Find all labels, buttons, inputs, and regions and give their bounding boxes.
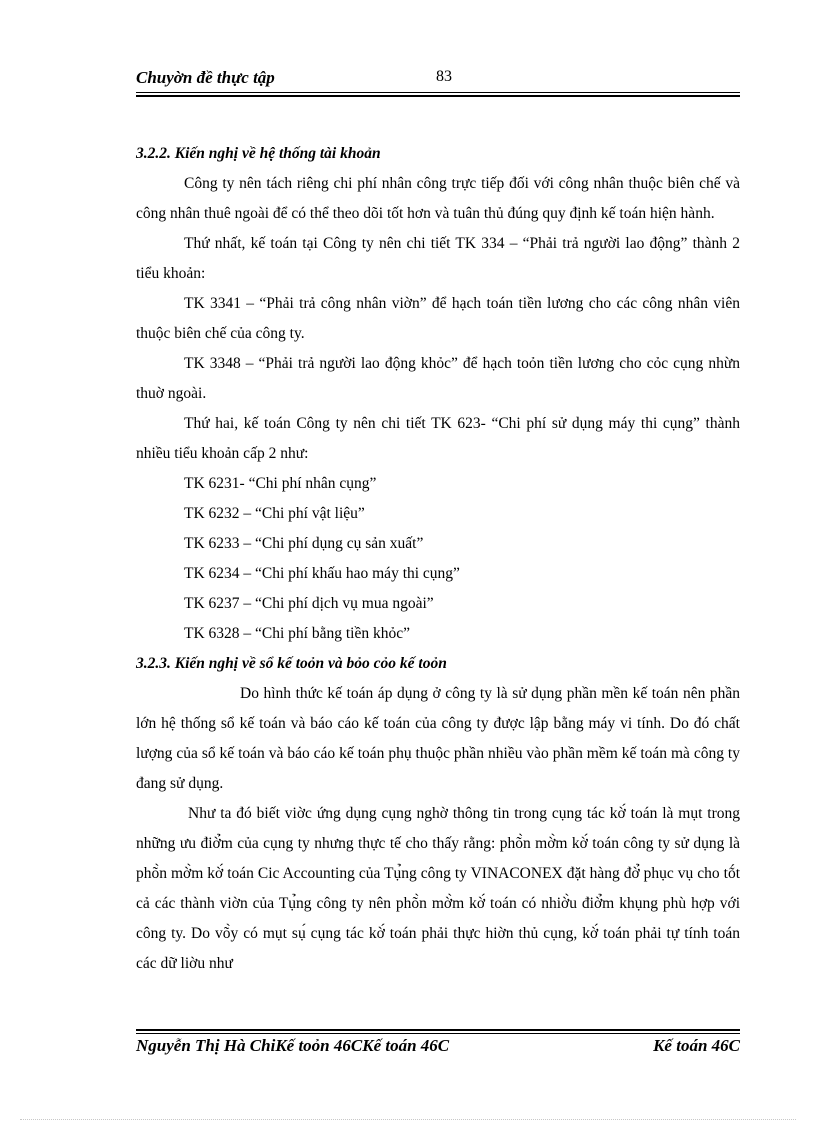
account-item: TK 6231- “Chi phí nhân cụng” [184, 475, 377, 492]
account-item: TK 6233 – “Chi phí dụng cụ sản xuất” [184, 535, 424, 552]
account-item: TK 6234 – “Chi phí khấu hao máy thi cụng” [184, 565, 460, 582]
paragraph: Thứ hai, kế toán Công ty nên chi tiết TK 623- “Chi phí sử dụng máy thi cụng” thành nhiều tiểu khoản cấp 2 như: [136, 415, 740, 462]
account-item: TK 6328 – “Chi phí bằng tiền khỏc” [184, 625, 410, 642]
paragraph: TK 3348 – “Phải trả người lao động khỏc” để hạch toỏn tiền lương cho cỏc cụng nhừn thuờ ngoài. [136, 355, 740, 402]
footer-rule-thick [136, 1029, 740, 1031]
paragraph: TK 3341 – “Phải trả công nhân viờn” để hạch toán tiền lương cho các công nhân viên thuộc biên chế của công ty. [136, 295, 740, 342]
paragraph: Do hình thức kế toán áp dụng ở công ty là sử dụng phần mền kế toán nên phần lớn hệ thống sổ kế toán và báo cáo kế toán của công ty được lập bằng máy vi tính. Do đó chất lượng của sổ kế toán và báo cáo kế toán phụ thuộc phần nhiều vào phần mềm kế toán mà công ty đang sử dụng. [136, 685, 740, 792]
paragraph: Thứ nhất, kế toán tại Công ty nên chi tiết TK 334 – “Phải trả người lao động” thành 2 tiểu khoản: [136, 235, 740, 282]
account-item: TK 6232 – “Chi phí vật liệu” [184, 505, 365, 522]
account-item: TK 6237 – “Chi phí dịch vụ mua ngoài” [184, 595, 434, 612]
header-rule-thin [136, 92, 740, 93]
paragraph: Công ty nên tách riêng chi phí nhân công trực tiếp đối với công nhân thuộc biên chế và công nhân thuê ngoài để có thể theo dõi tốt hơn và tuân thủ đúng quy định kế toán hiện hành. [136, 175, 740, 222]
page-footer [136, 1036, 740, 1062]
footer-class: Kế toán 46C [653, 1036, 740, 1055]
page-number: 83 [436, 68, 452, 85]
section-heading: 3.2.2. Kiến nghị về hệ thống tài khoản [136, 145, 381, 162]
page-header [136, 68, 740, 92]
section-heading: 3.2.3. Kiến nghị về sổ kế toỏn và bỏo cỏo kế toỏn [136, 655, 447, 672]
document-body [136, 139, 740, 979]
document-page [136, 0, 740, 1123]
header-rule-thick [136, 95, 740, 97]
page-edge-dots [20, 1119, 796, 1120]
footer-author: Nguyễn Thị Hà ChiKế toỏn 46CKế toán 46C [136, 1036, 450, 1055]
footer-rule-thin [136, 1033, 740, 1034]
header-title: Chuyờn đề thực tập [136, 68, 275, 87]
paragraph: Như ta đó biết viờc ứng dụng cụng nghờ thông tin trong cụng tác kờ́ toán là mụt trong những ưu điờ̉m của cụng ty nhưng thực tế cho thấy rằng: phõ̀n mờ̀m kờ́ toán công ty sử dụng là phõ̀n mờ̀m kờ́ toán Cic Accounting của Tụ̉ng công ty VINACONEX đặt hàng đờ̉ phục vụ cho tṍt cả các thành viờn của Tụ̉ng công ty nên phõ̀n mờ̀m kờ́ toán có nhiờ̀u điờ̉m khụng phù hợp với công ty. Do võ̀y có mụt sụ́ cụng tác kờ́ toán phải thực hiờn thủ cụng, kờ́ toán phải tự tính toán các dữ liờu như [136, 805, 740, 972]
